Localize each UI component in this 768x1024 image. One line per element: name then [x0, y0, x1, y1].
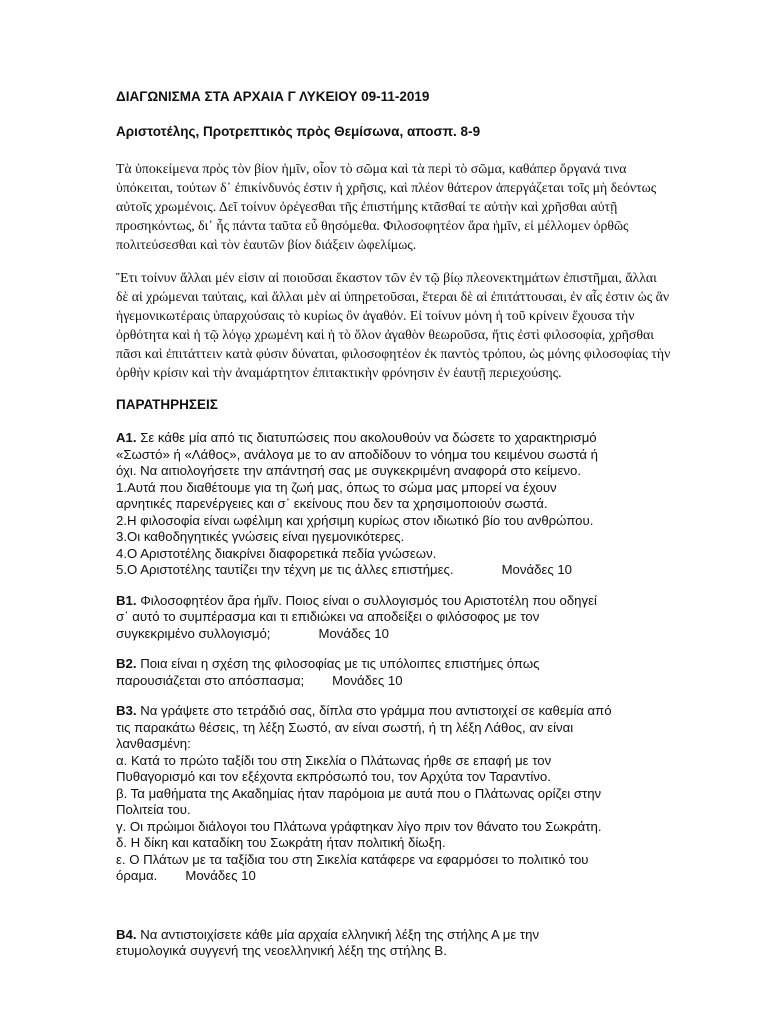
question-last-line — [116, 673, 671, 690]
question-number: Α1. — [116, 430, 137, 445]
question-line: Να αντιστοιχίσετε κάθε μία αρχαία ελληνική λέξη της στήλης Α με την — [140, 926, 540, 942]
question-line: αρνητικές παρενέργειες και σ᾽ εκείνους που δεν τα χρησιμοποιούν σωστά. — [116, 496, 548, 511]
question-line: α. Κατά το πρώτο ταξίδι του στη Σικελία ο Πλάτωνας ήρθε σε επαφή με τον — [116, 752, 552, 768]
question-last-line — [116, 868, 671, 885]
question-line: ετυμολογικά συγγενή της νεοελληνική λέξη της στήλης Β. — [116, 943, 447, 958]
question-line: 5.Ο Αριστοτέλης ταυτίζει την τέχνη με τις άλλες επιστήμες. — [116, 562, 454, 577]
question-line: 3.Οι καθοδηγητικές γνώσεις είναι ηγεμονικότερες. — [116, 529, 405, 544]
marks-label: Μονάδες 10 — [318, 625, 389, 641]
question-line: β. Τα μαθήματα της Ακαδημίας ήταν παρόμοια με αυτά που ο Πλάτωνας ορίζει στην — [116, 785, 602, 801]
question-line: Να γράψετε στο τετράδιό σας, δίπλα στο γράμμα που αντιστοιχεί σε καθεμία από — [140, 703, 612, 718]
question-number: Β2. — [116, 656, 137, 671]
ancient-text-paragraph-1: Τὰ ὑποκείμενα πρὸς τὸν βίον ἡμῖν, οἷον τὸ σῶμα καὶ τὰ περὶ τὸ σῶμα, καθάπερ ὄργανά τινα ὑπόκειται, τούτων δ᾽ ἐπικίνδυνός ἐστιν ἡ χρῆσις, καὶ πλέον θάτερον ἀπεργάζεται τοῖς μὴ δεόντως αὐτοῖς χρωμένοις. Δεῖ τοίνυν ὀρέγεσθαι τῆς ἐπιστήμης κτᾶσθαί τε αὐτὴν καὶ χρῆσθαι αὐτῇ προσηκόντως, δι᾽ ἧς πάντα ταῦτα εὖ θησόμεθα. Φιλοσοφητέον ἄρα ἡμῖν, εἰ μέλλομεν ὀρθῶς πολιτεύσεσθαι καὶ τὸν ἑαυτῶν βίον διάξειν ὠφελίμως. — [116, 161, 657, 252]
text-source-title: Αριστοτέλης, Προτρεπτικὸς πρὸς Θεμίσωνα, αποσπ. 8-9 — [116, 124, 481, 139]
question-line: Πυθαγορισμό και τον εξέχοντα εκπρόσωπό του, τον Αρχύτα τον Ταραντίνο. — [116, 769, 551, 784]
question-line: δ. Η δίκη και καταδίκη του Σωκράτη ήταν πολιτική δίωξη. — [116, 835, 446, 850]
marks-label: Μονάδες 10 — [501, 562, 573, 577]
question-line: 2.Η φιλοσοφία είναι ωφέλιμη και χρήσιμη κυρίως στον ιδιωτικό βίο του ανθρώπου. — [116, 512, 594, 528]
section-heading: ΠΑΡΑΤΗΡΗΣΕΙΣ — [116, 397, 218, 412]
question-line: σ᾽ αυτό το συμπέρασμα και τι επιδιώκει να αποδείξει ο φιλόσοφος με τον — [116, 609, 540, 624]
question-number: Β3. — [116, 703, 137, 718]
spacer — [116, 899, 668, 927]
question-line: λανθασμένη: — [116, 736, 191, 751]
question-line: γ. Οι πρώιμοι διάλογοι του Πλάτωνα γράφτηκαν λίγο πριν τον θάνατο του Σωκράτη. — [116, 818, 602, 834]
question-last-line — [116, 626, 671, 643]
question-number: Β4. — [116, 926, 137, 942]
question-line: ε. Ο Πλάτων με τα ταξίδια του στη Σικελία κατάφερε να εφαρμόσει το πολιτικό του — [116, 851, 589, 867]
question-line: τις παρακάτω θέσεις, τη λέξη Σωστό, αν είναι σωστή, ή τη λέξη Λάθος, αν είναι — [116, 719, 574, 735]
question-line: Φιλοσοφητέον ἄρα ἡμῖν. Ποιος είναι ο συλλογισμός του Αριστοτέλη που οδηγεί — [140, 592, 597, 608]
exam-title: ΔΙΑΓΩΝΙΣΜΑ ΣΤΑ ΑΡΧΑΙΑ Γ ΛΥΚΕΙΟΥ 09-11-2019 — [116, 89, 430, 104]
question-line: Πολιτεία του. — [116, 802, 191, 817]
question-number: Β1. — [116, 592, 137, 608]
question-line: Σε κάθε μία από τις διατυπώσεις που ακολουθούν να δώσετε το χαρακτηρισμό — [140, 430, 597, 445]
question-line: «Σωστό» ή «Λάθος», ανάλογα με το αν αποδίδουν το νόημα του κειμένου σωστά ή — [116, 446, 598, 462]
question-last-line — [116, 562, 671, 579]
ancient-text-paragraph-2: Ἔτι τοίνυν ἄλλαι μέν εἰσιν αἱ ποιοῦσαι ἕκαστον τῶν ἐν τῷ βίῳ πλεονεκτημάτων ἐπιστῆμαι, ἄλλαι δὲ αἱ χρώμεναι ταύταις, καὶ ἄλλαι μὲν αἱ ὑπηρετοῦσαι, ἕτεραι δὲ αἱ ἐπιτάττουσαι, ἐν αἷς ἐστιν ὡς ἂν ἡγεμονικωτέραις ὑπαρχούσαις τὸ κυρίως ὂν ἀγαθόν. Εἰ τοίνυν μόνη ἡ τοῦ κρίνειν ἔχουσα τὴν ὀρθότητα καὶ ἡ τῷ λόγῳ χρωμένη καὶ ἡ τὸ ὅλον ἀγαθὸν θεωροῦσα, ἥτις ἐστὶ φιλοσοφία, χρῆσθαι πᾶσι καὶ ἐπιτάττειν κατὰ φύσιν δύναται, φιλοσοφητέον ἐκ παντὸς τρόπου, ὡς μόνης φιλοσοφίας τὴν ὀρθὴν κρίσιν καὶ τὴν ἀναμάρτητον ἐπιτακτικὴν φρόνησιν ἐν ἑαυτῇ περιεχούσης. — [116, 270, 671, 380]
marks-label: Μονάδες 10 — [185, 868, 256, 883]
question-line: παρουσιάζεται στο απόσπασμα; — [116, 672, 305, 688]
question-a1 — [116, 430, 671, 579]
question-b3 — [116, 703, 671, 885]
question-line: Ποια είναι η σχέση της φιλοσοφίας με τις υπόλοιπες επιστήμες όπως — [140, 656, 540, 671]
question-line: 1.Αυτά που διαθέτουμε για τη ζωή μας, όπως το σώμα μας μπορεί να έχουν — [116, 479, 557, 495]
question-b2 — [116, 656, 671, 689]
question-line: όραμα. — [116, 868, 158, 883]
marks-label: Μονάδες 10 — [332, 672, 403, 688]
question-line: συγκεκριμένο συλλογισμό; — [116, 625, 271, 641]
question-line: όχι. Να αιτιολογήσετε την απάντησή σας με συγκεκριμένη αναφορά στο κείμενο. — [116, 463, 581, 478]
question-b1 — [116, 593, 671, 643]
question-b4 — [116, 927, 671, 960]
question-line: 4.Ο Αριστοτέλης διακρίνει διαφορετικά πεδία γνώσεων. — [116, 545, 437, 561]
